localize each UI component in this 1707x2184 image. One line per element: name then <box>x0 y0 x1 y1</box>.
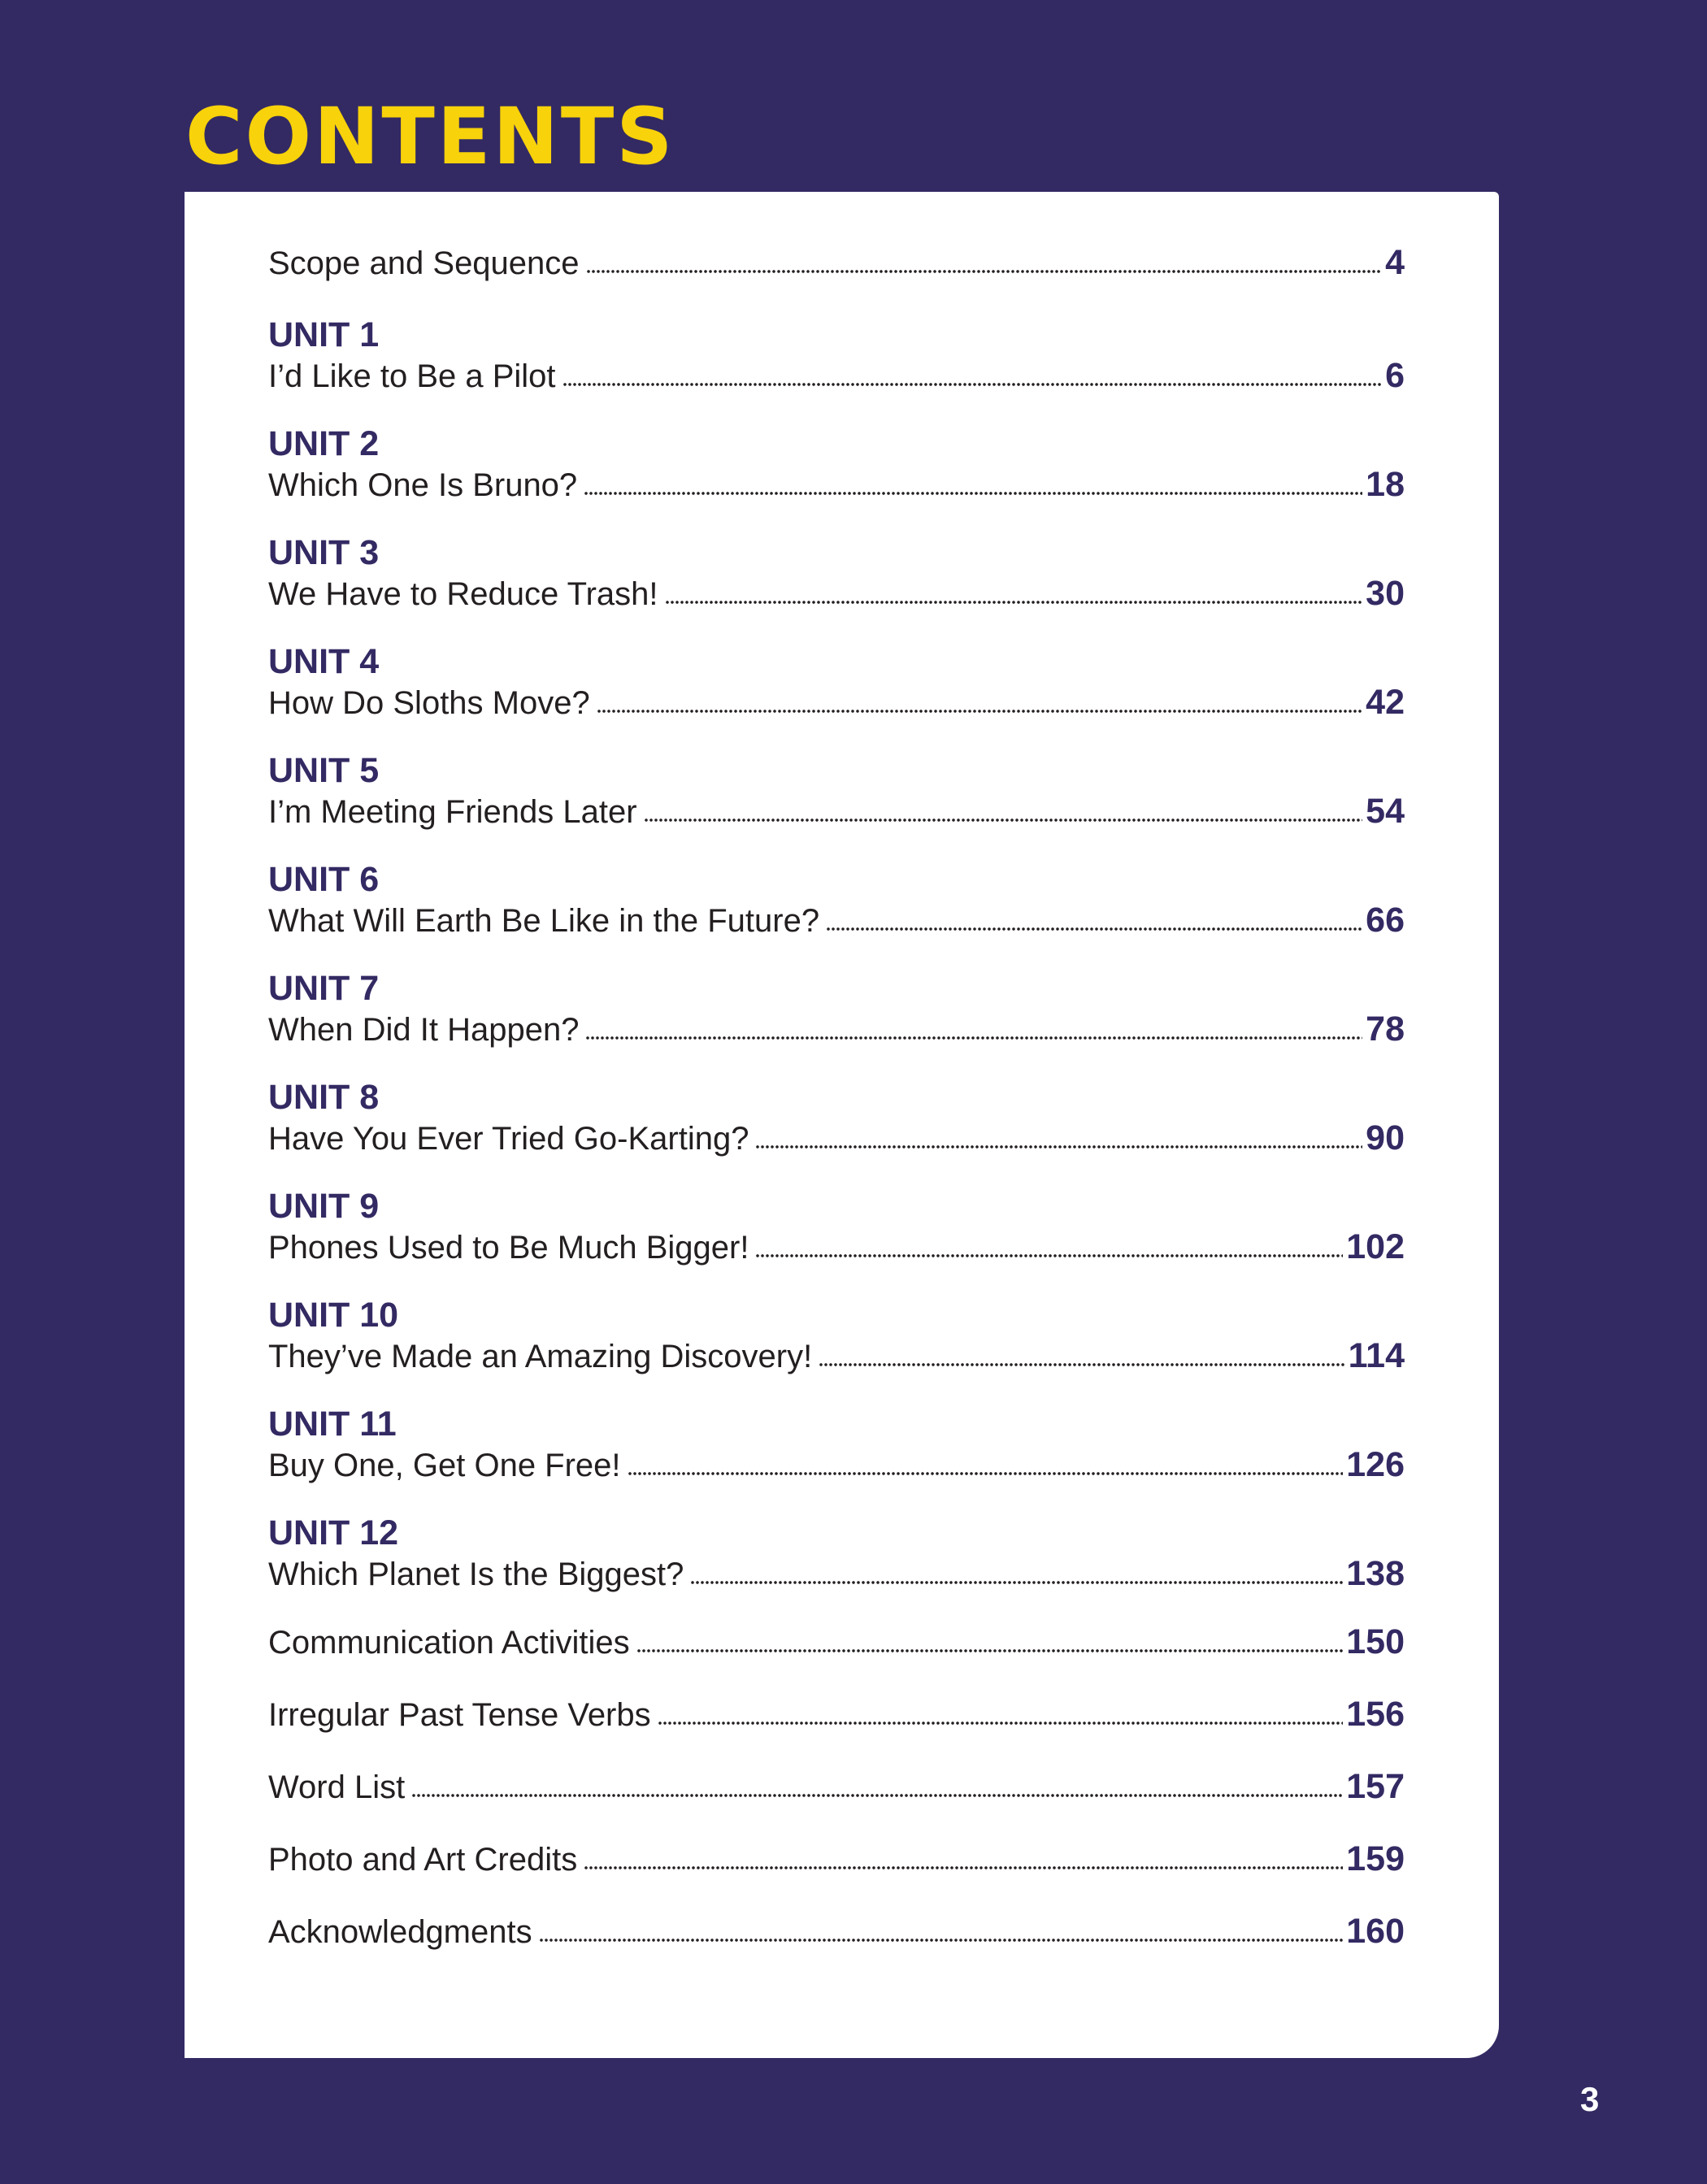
toc-entry-title: We Have to Reduce Trash! <box>268 576 658 612</box>
toc-page-number: 6 <box>1385 356 1405 395</box>
toc-page-number: 66 <box>1366 901 1405 940</box>
toc-page-number: 156 <box>1346 1695 1405 1734</box>
toc-entry[interactable] <box>268 1839 1405 1880</box>
dot-leader <box>636 1645 1344 1653</box>
toc-page-number: 126 <box>1346 1445 1405 1484</box>
toc-entry[interactable] <box>268 1766 1405 1808</box>
toc-line <box>268 1553 1405 1595</box>
toc-entry[interactable] <box>268 859 1405 941</box>
toc-entry[interactable] <box>268 1295 1405 1377</box>
dot-leader <box>819 1359 1344 1367</box>
unit-label: UNIT 12 <box>268 1513 399 1552</box>
toc-line <box>268 1444 1405 1486</box>
toc-line <box>268 242 1405 284</box>
toc-entry-title: Word List <box>268 1769 406 1805</box>
toc-page-number: 90 <box>1366 1118 1405 1157</box>
toc-entry-title: They’ve Made an Amazing Discovery! <box>268 1339 813 1374</box>
toc-page-number: 18 <box>1366 465 1405 504</box>
page-title: CONTENTS <box>185 91 675 182</box>
toc-entry-title: Scope and Sequence <box>268 245 580 281</box>
dot-leader <box>562 379 1383 387</box>
toc-page-number: 78 <box>1366 1010 1405 1049</box>
toc-entry-title: What Will Earth Be Like in the Future? <box>268 903 820 939</box>
dot-leader <box>585 1032 1362 1040</box>
toc-line <box>268 1335 1405 1377</box>
dot-leader <box>826 923 1362 931</box>
unit-label: UNIT 5 <box>268 751 380 790</box>
dot-leader <box>584 1862 1343 1870</box>
toc-entry[interactable] <box>268 750 1405 832</box>
toc-entry-title: Have You Ever Tried Go-Karting? <box>268 1121 749 1157</box>
toc-line <box>268 682 1405 723</box>
toc-line <box>268 900 1405 941</box>
unit-label: UNIT 11 <box>268 1405 397 1444</box>
page-number: 3 <box>1580 2080 1600 2118</box>
unit-label: UNIT 4 <box>268 642 380 681</box>
toc-entry-title: I’m Meeting Friends Later <box>268 794 637 830</box>
toc-entry-title: Which Planet Is the Biggest? <box>268 1557 684 1592</box>
toc-page-number: 30 <box>1366 574 1405 613</box>
unit-label: UNIT 10 <box>268 1296 399 1335</box>
toc-page-number: 159 <box>1346 1839 1405 1878</box>
toc-line <box>268 1839 1405 1880</box>
toc-page-number: 150 <box>1346 1622 1405 1661</box>
toc-entry-title: Photo and Art Credits <box>268 1842 578 1878</box>
toc-line <box>268 1227 1405 1268</box>
toc-page-number: 114 <box>1348 1336 1405 1375</box>
toc-line <box>268 1622 1405 1663</box>
dot-leader <box>690 1577 1343 1585</box>
toc-entry-title: Irregular Past Tense Verbs <box>268 1697 651 1733</box>
toc-line <box>268 1911 1405 1952</box>
dot-leader <box>644 814 1363 823</box>
contents-panel <box>185 192 1499 2058</box>
unit-label: UNIT 7 <box>268 969 380 1008</box>
toc-line <box>268 1694 1405 1735</box>
toc-entry[interactable] <box>268 641 1405 723</box>
toc-page-number: 160 <box>1346 1912 1405 1951</box>
toc-entry[interactable] <box>268 1622 1405 1663</box>
toc-line <box>268 1118 1405 1159</box>
toc-page-number: 42 <box>1366 683 1405 722</box>
toc-entry[interactable] <box>268 1911 1405 1952</box>
toc-entry[interactable] <box>268 1694 1405 1735</box>
unit-label: UNIT 2 <box>268 424 380 463</box>
dot-leader <box>665 597 1363 605</box>
dot-leader <box>539 1934 1344 1943</box>
toc-entry[interactable] <box>268 1077 1405 1159</box>
unit-label: UNIT 1 <box>268 315 380 354</box>
toc-page-number: 4 <box>1385 243 1405 282</box>
toc-page-number: 138 <box>1346 1554 1405 1593</box>
dot-leader <box>628 1468 1344 1476</box>
toc-line <box>268 355 1405 397</box>
toc-line <box>268 1009 1405 1050</box>
toc-entry-title: Buy One, Get One Free! <box>268 1448 621 1483</box>
dot-leader <box>755 1250 1343 1258</box>
toc-page-number: 102 <box>1346 1227 1405 1266</box>
toc-entry[interactable] <box>268 1513 1405 1595</box>
toc-entry-title: Phones Used to Be Much Bigger! <box>268 1230 749 1266</box>
unit-label: UNIT 3 <box>268 533 380 572</box>
unit-label: UNIT 6 <box>268 860 380 899</box>
dot-leader <box>597 706 1362 714</box>
toc-entry-title: Communication Activities <box>268 1625 630 1661</box>
toc-entry[interactable] <box>268 1404 1405 1486</box>
toc-line <box>268 791 1405 832</box>
dot-leader <box>755 1141 1362 1149</box>
dot-leader <box>658 1717 1344 1726</box>
toc-entry[interactable] <box>268 968 1405 1050</box>
toc-entry-title: Which One Is Bruno? <box>268 467 578 503</box>
toc-entry[interactable] <box>268 532 1405 614</box>
dot-leader <box>411 1790 1343 1798</box>
toc-line <box>268 573 1405 614</box>
toc-entry-title: How Do Sloths Move? <box>268 685 590 721</box>
toc-line <box>268 464 1405 506</box>
unit-label: UNIT 8 <box>268 1078 380 1117</box>
toc-entry-title: When Did It Happen? <box>268 1012 580 1048</box>
toc-entry-title: Acknowledgments <box>268 1914 532 1950</box>
table-of-contents <box>268 242 1405 1983</box>
unit-label: UNIT 9 <box>268 1187 380 1226</box>
dot-leader <box>586 266 1383 274</box>
toc-line <box>268 1766 1405 1808</box>
dot-leader <box>584 488 1362 496</box>
toc-entry[interactable] <box>268 315 1405 397</box>
toc-entry-title: I’d Like to Be a Pilot <box>268 358 556 394</box>
toc-entry[interactable] <box>268 242 1405 284</box>
toc-page-number: 157 <box>1346 1767 1405 1806</box>
toc-page-number: 54 <box>1366 792 1405 831</box>
toc-entry[interactable] <box>268 1186 1405 1268</box>
toc-entry[interactable] <box>268 423 1405 506</box>
